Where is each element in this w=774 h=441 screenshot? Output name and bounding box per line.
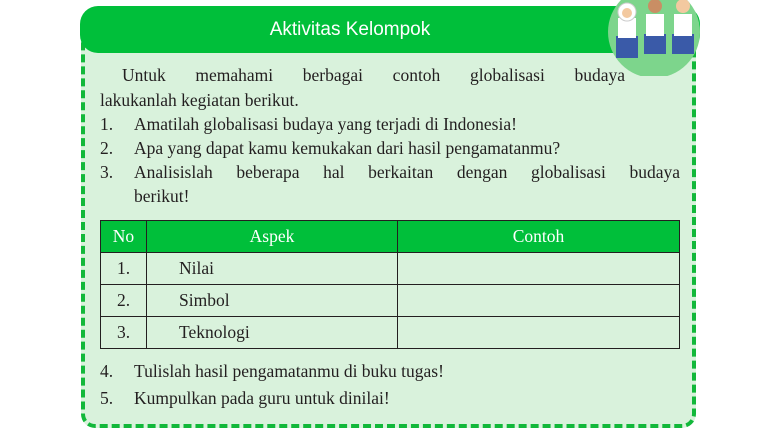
column-header-aspek: Aspek	[147, 221, 398, 253]
cell-contoh	[398, 253, 680, 285]
step-number: 4.	[100, 361, 114, 381]
aspect-table	[100, 220, 680, 349]
cell-aspek: Nilai	[147, 253, 398, 285]
step-text: Tulislah hasil pengamatanmu di buku tugas!	[134, 361, 444, 381]
cell-no: 2.	[101, 285, 147, 317]
step-text: Analisislah beberapa hal berkaitan dengan globalisasi budaya	[134, 162, 680, 182]
column-header-contoh: Contoh	[398, 221, 680, 253]
step-text-continued: berikut!	[134, 186, 190, 206]
table-row	[101, 253, 680, 285]
cell-no: 3.	[101, 317, 147, 349]
cell-contoh	[398, 317, 680, 349]
intro-line-1: Untuk memahami berbagai contoh globalisasi budaya	[122, 65, 625, 85]
column-header-no: No	[101, 221, 147, 253]
step-text: Apa yang dapat kamu kemukakan dari hasil pengamatanmu?	[134, 138, 561, 158]
step-text: Amatilah globalisasi budaya yang terjadi di Indonesia!	[134, 114, 517, 134]
table-row	[101, 317, 680, 349]
table-row	[101, 285, 680, 317]
table-header-row	[101, 221, 680, 253]
cell-contoh	[398, 285, 680, 317]
cell-aspek: Teknologi	[147, 317, 398, 349]
step-number: 1.	[100, 114, 114, 134]
cell-no: 1.	[101, 253, 147, 285]
step-text: Kumpulkan pada guru untuk dinilai!	[134, 388, 390, 408]
step-number: 5.	[100, 388, 114, 408]
step-number: 2.	[100, 138, 114, 158]
step-number: 3.	[100, 162, 114, 182]
cell-aspek: Simbol	[147, 285, 398, 317]
intro-line-2: lakukanlah kegiatan berikut.	[100, 90, 299, 110]
header-title: Aktivitas Kelompok	[269, 19, 431, 40]
